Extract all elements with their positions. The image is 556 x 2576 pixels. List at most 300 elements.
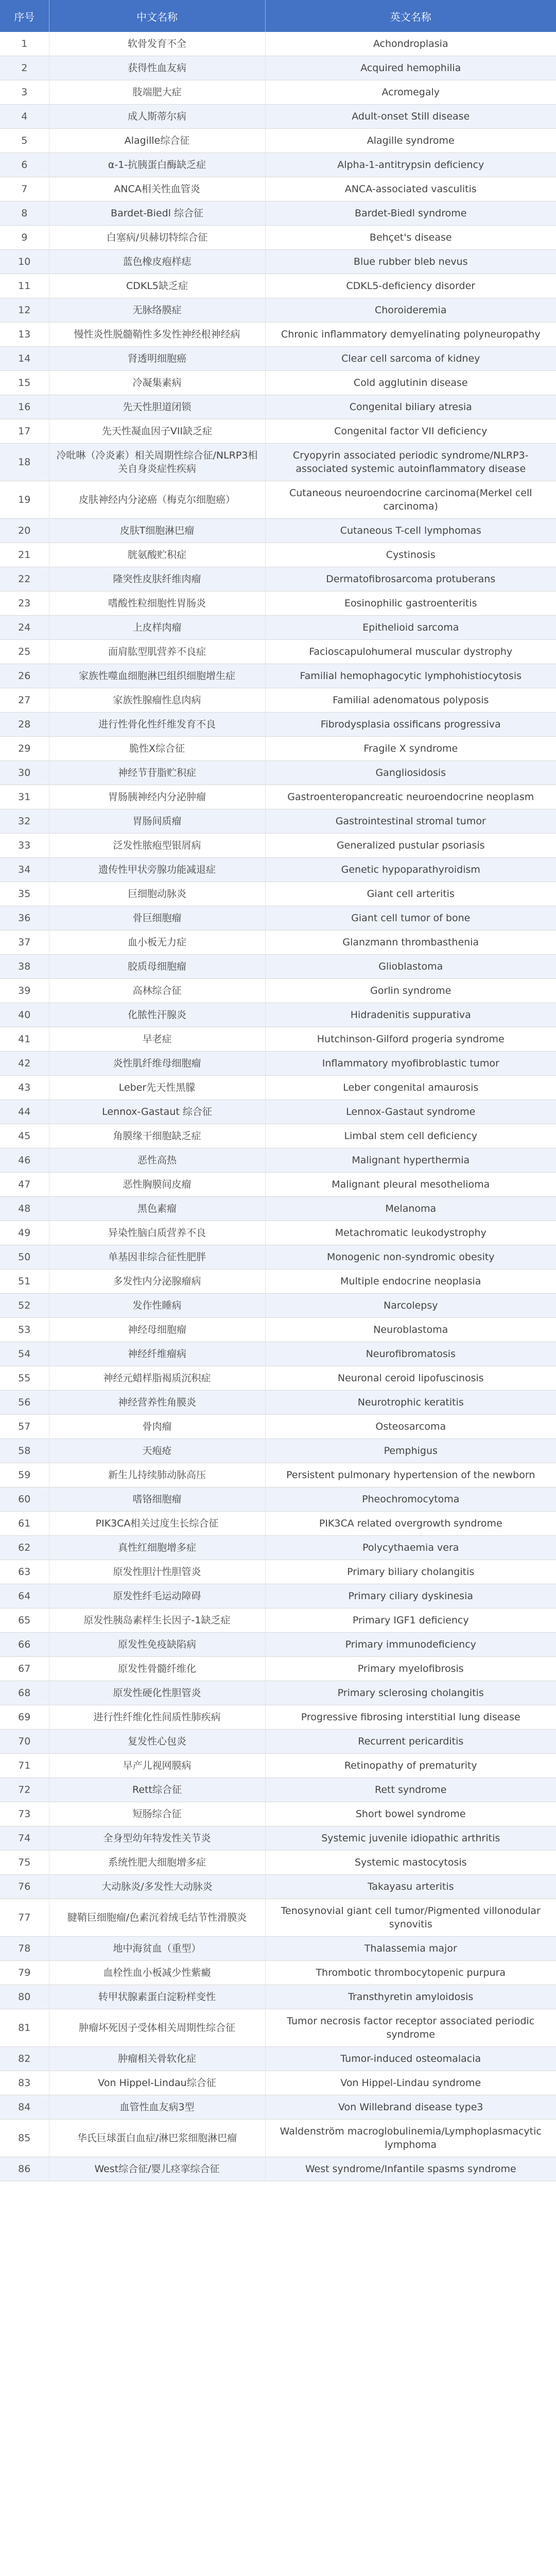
row-english-name: Eosinophilic gastroenteritis xyxy=(265,591,556,616)
row-english-name: Giant cell tumor of bone xyxy=(265,906,556,930)
table-row xyxy=(0,1536,556,1560)
row-chinese-name: 神经母细胞瘤 xyxy=(49,1318,265,1342)
row-index: 78 xyxy=(0,1937,49,1961)
row-english-name: Limbal stem cell deficiency xyxy=(265,1124,556,1148)
row-chinese-name: 进行性骨化性纤维发育不良 xyxy=(49,713,265,737)
table-row xyxy=(0,1366,556,1391)
row-english-name: Cold agglutinin disease xyxy=(265,371,556,395)
row-english-name: Facioscapulohumeral muscular dystrophy xyxy=(265,640,556,664)
table-row xyxy=(0,32,556,56)
row-chinese-name: 冷吡啉（冷炎素）相关周期性综合征/NLRP3相关自身炎症性疾病 xyxy=(49,444,265,481)
row-index: 61 xyxy=(0,1512,49,1536)
row-index: 48 xyxy=(0,1197,49,1221)
table-row xyxy=(0,1875,556,1899)
row-chinese-name: 炎性肌纤维母细胞瘤 xyxy=(49,1052,265,1076)
row-english-name: Recurrent pericarditis xyxy=(265,1730,556,1754)
row-english-name: Osteosarcoma xyxy=(265,1415,556,1439)
row-english-name: Hidradenitis suppurativa xyxy=(265,1003,556,1027)
table-row xyxy=(0,519,556,543)
row-index: 13 xyxy=(0,323,49,347)
row-index: 33 xyxy=(0,834,49,858)
row-index: 47 xyxy=(0,1173,49,1197)
row-index: 6 xyxy=(0,153,49,177)
row-chinese-name: 神经节苷脂贮积症 xyxy=(49,761,265,785)
table-row xyxy=(0,761,556,785)
row-english-name: Neuronal ceroid lipofuscinosis xyxy=(265,1366,556,1391)
row-english-name: Tumor-induced osteomalacia xyxy=(265,2047,556,2071)
row-index: 53 xyxy=(0,1318,49,1342)
table-row xyxy=(0,1487,556,1512)
row-english-name: Malignant hyperthermia xyxy=(265,1148,556,1173)
row-index: 37 xyxy=(0,930,49,955)
row-index: 19 xyxy=(0,481,49,519)
table-row xyxy=(0,2095,556,2120)
row-index: 7 xyxy=(0,177,49,201)
row-index: 21 xyxy=(0,543,49,567)
table-row xyxy=(0,1584,556,1608)
row-chinese-name: 短肠综合征 xyxy=(49,1802,265,1826)
row-english-name: Epithelioid sarcoma xyxy=(265,616,556,640)
row-english-name: Tumor necrosis factor receptor associated periodic syndrome xyxy=(265,2009,556,2047)
row-english-name: Familial hemophagocytic lymphohistiocytosis xyxy=(265,664,556,688)
table-row xyxy=(0,323,556,347)
table-row xyxy=(0,616,556,640)
row-english-name: Clear cell sarcoma of kidney xyxy=(265,347,556,371)
row-chinese-name: 皮肤神经内分泌癌（梅克尔细胞癌） xyxy=(49,481,265,519)
row-index: 30 xyxy=(0,761,49,785)
table-row xyxy=(0,226,556,250)
row-english-name: Polycythaemia vera xyxy=(265,1536,556,1560)
table-row xyxy=(0,1560,556,1584)
table-row xyxy=(0,201,556,226)
row-index: 56 xyxy=(0,1391,49,1415)
table-row xyxy=(0,1197,556,1221)
row-index: 72 xyxy=(0,1778,49,1802)
row-english-name: Multiple endocrine neoplasia xyxy=(265,1269,556,1294)
row-chinese-name: 上皮样肉瘤 xyxy=(49,616,265,640)
row-english-name: Alpha-1-antitrypsin deficiency xyxy=(265,153,556,177)
row-english-name: Waldenström macroglobulinemia/Lymphoplasmacytic lymphoma xyxy=(265,2120,556,2157)
row-chinese-name: 泛发性脓疱型银屑病 xyxy=(49,834,265,858)
row-english-name: Acquired hemophilia xyxy=(265,56,556,80)
row-index: 17 xyxy=(0,419,49,444)
row-chinese-name: 成人斯蒂尔病 xyxy=(49,105,265,129)
row-english-name: Gangliosidosis xyxy=(265,761,556,785)
row-english-name: Tenosynovial giant cell tumor/Pigmented villonodular synovitis xyxy=(265,1899,556,1937)
row-english-name: Gastrointestinal stromal tumor xyxy=(265,809,556,834)
table-row xyxy=(0,274,556,298)
row-chinese-name: 高林综合征 xyxy=(49,979,265,1003)
table-row xyxy=(0,737,556,761)
table-row xyxy=(0,713,556,737)
row-chinese-name: 慢性炎性脱髓鞘性多发性神经根神经病 xyxy=(49,323,265,347)
row-chinese-name: 先天性胆道闭锁 xyxy=(49,395,265,419)
row-english-name: Metachromatic leukodystrophy xyxy=(265,1221,556,1245)
row-index: 73 xyxy=(0,1802,49,1826)
table-row xyxy=(0,2009,556,2047)
table-row xyxy=(0,129,556,153)
table-row xyxy=(0,1778,556,1802)
row-index: 51 xyxy=(0,1269,49,1294)
row-chinese-name: 早老症 xyxy=(49,1027,265,1052)
row-index: 57 xyxy=(0,1415,49,1439)
row-chinese-name: Rett综合征 xyxy=(49,1778,265,1802)
row-chinese-name: 遗传性甲状旁腺功能减退症 xyxy=(49,858,265,882)
row-english-name: Primary IGF1 deficiency xyxy=(265,1608,556,1633)
row-chinese-name: 冷凝集素病 xyxy=(49,371,265,395)
row-index: 64 xyxy=(0,1584,49,1608)
row-chinese-name: 华氏巨球蛋白血症/淋巴浆细胞淋巴瘤 xyxy=(49,2120,265,2157)
row-chinese-name: PIK3CA相关过度生长综合征 xyxy=(49,1512,265,1536)
row-english-name: Congenital biliary atresia xyxy=(265,395,556,419)
row-chinese-name: 脆性X综合征 xyxy=(49,737,265,761)
table-row xyxy=(0,834,556,858)
row-chinese-name: 隆突性皮肤纤维肉瘤 xyxy=(49,567,265,591)
row-chinese-name: 原发性骨髓纤维化 xyxy=(49,1657,265,1681)
table-row xyxy=(0,1342,556,1366)
row-chinese-name: 神经元蜡样脂褐质沉积症 xyxy=(49,1366,265,1391)
row-index: 22 xyxy=(0,567,49,591)
row-english-name: Short bowel syndrome xyxy=(265,1802,556,1826)
row-chinese-name: 巨细胞动脉炎 xyxy=(49,882,265,906)
table-row xyxy=(0,1463,556,1487)
row-english-name: Primary ciliary dyskinesia xyxy=(265,1584,556,1608)
row-index: 20 xyxy=(0,519,49,543)
row-chinese-name: 先天性凝血因子VII缺乏症 xyxy=(49,419,265,444)
row-index: 27 xyxy=(0,688,49,713)
table-row xyxy=(0,785,556,809)
row-english-name: CDKL5-deficiency disorder xyxy=(265,274,556,298)
table-row xyxy=(0,250,556,274)
row-chinese-name: 肿瘤坏死因子受体相关周期性综合征 xyxy=(49,2009,265,2047)
row-english-name: Inflammatory myofibroblastic tumor xyxy=(265,1052,556,1076)
row-chinese-name: 骨肉瘤 xyxy=(49,1415,265,1439)
table-row xyxy=(0,664,556,688)
row-chinese-name: α-1-抗胰蛋白酶缺乏症 xyxy=(49,153,265,177)
row-chinese-name: 白塞病/贝赫切特综合征 xyxy=(49,226,265,250)
row-english-name: Blue rubber bleb nevus xyxy=(265,250,556,274)
table-row xyxy=(0,1003,556,1027)
row-index: 5 xyxy=(0,129,49,153)
table-row xyxy=(0,1148,556,1173)
row-chinese-name: 复发性心包炎 xyxy=(49,1730,265,1754)
row-english-name: ANCA-associated vasculitis xyxy=(265,177,556,201)
table-row xyxy=(0,930,556,955)
table-row xyxy=(0,1730,556,1754)
table-row xyxy=(0,1754,556,1778)
row-english-name: Dermatofibrosarcoma protuberans xyxy=(265,567,556,591)
row-index: 40 xyxy=(0,1003,49,1027)
row-english-name: Malignant pleural mesothelioma xyxy=(265,1173,556,1197)
row-chinese-name: Von Hippel-Lindau综合征 xyxy=(49,2071,265,2095)
row-english-name: Cryopyrin associated periodic syndrome/NLRP3-associated systemic autoinflammatory disease xyxy=(265,444,556,481)
row-index: 2 xyxy=(0,56,49,80)
row-chinese-name: 恶性高热 xyxy=(49,1148,265,1173)
table-row xyxy=(0,2120,556,2157)
row-index: 55 xyxy=(0,1366,49,1391)
header-index: 序号 xyxy=(0,0,49,32)
row-english-name: Cutaneous T-cell lymphomas xyxy=(265,519,556,543)
table-row xyxy=(0,2047,556,2071)
row-index: 70 xyxy=(0,1730,49,1754)
table-row xyxy=(0,1415,556,1439)
row-english-name: Leber congenital amaurosis xyxy=(265,1076,556,1100)
row-english-name: Narcolepsy xyxy=(265,1294,556,1318)
row-index: 84 xyxy=(0,2095,49,2120)
table-row xyxy=(0,153,556,177)
row-chinese-name: Bardet-Biedl 综合征 xyxy=(49,201,265,226)
row-index: 67 xyxy=(0,1657,49,1681)
row-index: 3 xyxy=(0,80,49,105)
row-chinese-name: 腱鞘巨细胞瘤/色素沉着绒毛结节性滑膜炎 xyxy=(49,1899,265,1937)
row-chinese-name: 胱氨酸贮积症 xyxy=(49,543,265,567)
row-index: 62 xyxy=(0,1536,49,1560)
row-english-name: Persistent pulmonary hypertension of the newborn xyxy=(265,1463,556,1487)
row-index: 82 xyxy=(0,2047,49,2071)
row-chinese-name: 软骨发育不全 xyxy=(49,32,265,56)
row-index: 50 xyxy=(0,1245,49,1269)
row-index: 75 xyxy=(0,1851,49,1875)
row-english-name: Progressive fibrosing interstitial lung disease xyxy=(265,1705,556,1730)
row-chinese-name: 骨巨细胞瘤 xyxy=(49,906,265,930)
row-chinese-name: 化脓性汗腺炎 xyxy=(49,1003,265,1027)
row-chinese-name: 地中海贫血（重型） xyxy=(49,1937,265,1961)
row-index: 68 xyxy=(0,1681,49,1705)
table-row xyxy=(0,1608,556,1633)
row-index: 42 xyxy=(0,1052,49,1076)
row-english-name: Systemic juvenile idiopathic arthritis xyxy=(265,1826,556,1851)
row-chinese-name: 原发性免疫缺陷病 xyxy=(49,1633,265,1657)
table-row xyxy=(0,1802,556,1826)
row-english-name: Gastroenteropancreatic neuroendocrine neoplasm xyxy=(265,785,556,809)
table-row xyxy=(0,1318,556,1342)
row-english-name: Congenital factor VII deficiency xyxy=(265,419,556,444)
row-chinese-name: 肾透明细胞癌 xyxy=(49,347,265,371)
row-index: 16 xyxy=(0,395,49,419)
row-index: 66 xyxy=(0,1633,49,1657)
row-index: 76 xyxy=(0,1875,49,1899)
row-index: 18 xyxy=(0,444,49,481)
table-row xyxy=(0,1899,556,1937)
row-chinese-name: 家族性噬血细胞淋巴组织细胞增生症 xyxy=(49,664,265,688)
row-index: 52 xyxy=(0,1294,49,1318)
row-english-name: Systemic mastocytosis xyxy=(265,1851,556,1875)
table-row xyxy=(0,955,556,979)
row-index: 63 xyxy=(0,1560,49,1584)
row-index: 79 xyxy=(0,1961,49,1985)
row-english-name: Bardet-Biedl syndrome xyxy=(265,201,556,226)
row-chinese-name: 单基因非综合征性肥胖 xyxy=(49,1245,265,1269)
row-english-name: Monogenic non-syndromic obesity xyxy=(265,1245,556,1269)
table-row xyxy=(0,688,556,713)
table-row xyxy=(0,1705,556,1730)
row-chinese-name: 早产儿视网膜病 xyxy=(49,1754,265,1778)
row-english-name: Neurofibromatosis xyxy=(265,1342,556,1366)
table-row xyxy=(0,444,556,481)
row-chinese-name: 异染性脑白质营养不良 xyxy=(49,1221,265,1245)
row-index: 77 xyxy=(0,1899,49,1937)
row-index: 85 xyxy=(0,2120,49,2157)
row-index: 83 xyxy=(0,2071,49,2095)
row-index: 1 xyxy=(0,32,49,56)
row-english-name: Acromegaly xyxy=(265,80,556,105)
row-english-name: Hutchinson-Gilford progeria syndrome xyxy=(265,1027,556,1052)
table-row xyxy=(0,640,556,664)
row-chinese-name: 肢端肥大症 xyxy=(49,80,265,105)
row-english-name: Retinopathy of prematurity xyxy=(265,1754,556,1778)
row-chinese-name: 血栓性血小板减少性紫癜 xyxy=(49,1961,265,1985)
row-index: 12 xyxy=(0,298,49,323)
row-english-name: Primary biliary cholangitis xyxy=(265,1560,556,1584)
table-row xyxy=(0,906,556,930)
table-row xyxy=(0,858,556,882)
row-index: 26 xyxy=(0,664,49,688)
table-row xyxy=(0,1100,556,1124)
table-row xyxy=(0,567,556,591)
row-english-name: Gorlin syndrome xyxy=(265,979,556,1003)
row-index: 43 xyxy=(0,1076,49,1100)
row-chinese-name: 新生儿持续肺动脉高压 xyxy=(49,1463,265,1487)
table-header xyxy=(0,0,556,32)
table-row xyxy=(0,1985,556,2009)
table-row xyxy=(0,371,556,395)
row-english-name: Neuroblastoma xyxy=(265,1318,556,1342)
row-index: 49 xyxy=(0,1221,49,1245)
table-row xyxy=(0,1027,556,1052)
row-chinese-name: 天疱疮 xyxy=(49,1439,265,1463)
row-english-name: Chronic inflammatory demyelinating polyneuropathy xyxy=(265,323,556,347)
row-index: 59 xyxy=(0,1463,49,1487)
table-row xyxy=(0,543,556,567)
row-index: 41 xyxy=(0,1027,49,1052)
row-english-name: Behçet's disease xyxy=(265,226,556,250)
row-index: 80 xyxy=(0,1985,49,2009)
row-chinese-name: ANCA相关性血管炎 xyxy=(49,177,265,201)
table-row xyxy=(0,177,556,201)
row-index: 35 xyxy=(0,882,49,906)
row-index: 23 xyxy=(0,591,49,616)
row-chinese-name: 胃肠胰神经内分泌肿瘤 xyxy=(49,785,265,809)
row-english-name: Primary immunodeficiency xyxy=(265,1633,556,1657)
row-english-name: Choroideremia xyxy=(265,298,556,323)
row-index: 14 xyxy=(0,347,49,371)
row-chinese-name: 黑色素瘤 xyxy=(49,1197,265,1221)
table-row xyxy=(0,1052,556,1076)
row-chinese-name: 多发性内分泌腺瘤病 xyxy=(49,1269,265,1294)
row-english-name: Transthyretin amyloidosis xyxy=(265,1985,556,2009)
table-row xyxy=(0,1681,556,1705)
row-english-name: Familial adenomatous polyposis xyxy=(265,688,556,713)
row-chinese-name: 获得性血友病 xyxy=(49,56,265,80)
header-chinese-name: 中文名称 xyxy=(49,0,265,32)
row-english-name: Melanoma xyxy=(265,1197,556,1221)
row-english-name: Generalized pustular psoriasis xyxy=(265,834,556,858)
table-row xyxy=(0,1221,556,1245)
row-chinese-name: CDKL5缺乏症 xyxy=(49,274,265,298)
row-chinese-name: 原发性硬化性胆管炎 xyxy=(49,1681,265,1705)
row-index: 58 xyxy=(0,1439,49,1463)
table-row xyxy=(0,1657,556,1681)
row-chinese-name: 全身型幼年特发性关节炎 xyxy=(49,1826,265,1851)
table-row xyxy=(0,1512,556,1536)
row-chinese-name: 蓝色橡皮疱样痣 xyxy=(49,250,265,274)
row-index: 44 xyxy=(0,1100,49,1124)
row-index: 86 xyxy=(0,2157,49,2181)
table-row xyxy=(0,1124,556,1148)
row-english-name: Thrombotic thrombocytopenic purpura xyxy=(265,1961,556,1985)
row-index: 54 xyxy=(0,1342,49,1366)
row-chinese-name: Alagille综合征 xyxy=(49,129,265,153)
row-chinese-name: 原发性纤毛运动障碍 xyxy=(49,1584,265,1608)
table-row xyxy=(0,1269,556,1294)
row-index: 74 xyxy=(0,1826,49,1851)
table-row xyxy=(0,809,556,834)
table-row xyxy=(0,298,556,323)
row-chinese-name: 神经纤维瘤病 xyxy=(49,1342,265,1366)
row-chinese-name: 家族性腺瘤性息肉病 xyxy=(49,688,265,713)
row-english-name: Cutaneous neuroendocrine carcinoma(Merkel cell carcinoma) xyxy=(265,481,556,519)
row-index: 38 xyxy=(0,955,49,979)
row-chinese-name: 血小板无力症 xyxy=(49,930,265,955)
table-row xyxy=(0,1294,556,1318)
row-english-name: Achondroplasia xyxy=(265,32,556,56)
table-row xyxy=(0,419,556,444)
row-english-name: Thalassemia major xyxy=(265,1937,556,1961)
row-english-name: Cystinosis xyxy=(265,543,556,567)
row-chinese-name: 发作性睡病 xyxy=(49,1294,265,1318)
header-row xyxy=(0,0,556,32)
row-english-name: Takayasu arteritis xyxy=(265,1875,556,1899)
row-english-name: Primary myelofibrosis xyxy=(265,1657,556,1681)
table-row xyxy=(0,395,556,419)
row-index: 10 xyxy=(0,250,49,274)
table-row xyxy=(0,591,556,616)
row-index: 34 xyxy=(0,858,49,882)
row-index: 32 xyxy=(0,809,49,834)
row-chinese-name: 真性红细胞增多症 xyxy=(49,1536,265,1560)
row-chinese-name: 嗜酸性粒细胞性胃肠炎 xyxy=(49,591,265,616)
row-chinese-name: 神经营养性角膜炎 xyxy=(49,1391,265,1415)
row-chinese-name: 胃肠间质瘤 xyxy=(49,809,265,834)
row-index: 9 xyxy=(0,226,49,250)
row-english-name: Von Hippel-Lindau syndrome xyxy=(265,2071,556,2095)
table-row xyxy=(0,80,556,105)
row-english-name: Genetic hypoparathyroidism xyxy=(265,858,556,882)
row-english-name: Fragile X syndrome xyxy=(265,737,556,761)
row-index: 25 xyxy=(0,640,49,664)
table-row xyxy=(0,1245,556,1269)
row-index: 15 xyxy=(0,371,49,395)
row-english-name: Glioblastoma xyxy=(265,955,556,979)
row-chinese-name: 原发性胆汁性胆管炎 xyxy=(49,1560,265,1584)
table-row xyxy=(0,1826,556,1851)
row-index: 24 xyxy=(0,616,49,640)
row-english-name: West syndrome/Infantile spasms syndrome xyxy=(265,2157,556,2181)
table-row xyxy=(0,105,556,129)
row-english-name: Alagille syndrome xyxy=(265,129,556,153)
row-index: 11 xyxy=(0,274,49,298)
row-english-name: Rett syndrome xyxy=(265,1778,556,1802)
page-footer xyxy=(0,2181,556,2187)
table-row xyxy=(0,1961,556,1985)
table-row xyxy=(0,1937,556,1961)
row-index: 60 xyxy=(0,1487,49,1512)
table-row xyxy=(0,481,556,519)
row-index: 29 xyxy=(0,737,49,761)
row-index: 8 xyxy=(0,201,49,226)
row-english-name: PIK3CA related overgrowth syndrome xyxy=(265,1512,556,1536)
table-body xyxy=(0,32,556,2181)
